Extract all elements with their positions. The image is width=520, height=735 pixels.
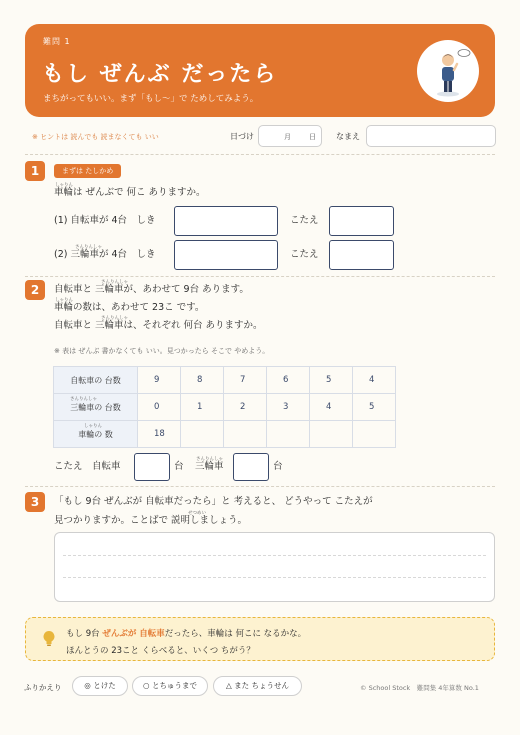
table-cell[interactable]: 5 xyxy=(353,394,396,421)
table-row-label-text: 三輪車の 台数 xyxy=(70,402,121,412)
reflection-option-retry[interactable]: △ また ちょうせん xyxy=(213,676,302,696)
table-cell[interactable]: 6 xyxy=(267,367,310,394)
ruby: しゃりん xyxy=(84,424,102,429)
table-cell[interactable]: 0 xyxy=(138,394,181,421)
table-cell[interactable] xyxy=(310,421,353,448)
question-1-tag: まずは たしかめ xyxy=(54,164,121,178)
table-cell[interactable]: 3 xyxy=(267,394,310,421)
child-thinking-icon xyxy=(417,40,479,102)
table-cell[interactable]: 18 xyxy=(138,421,181,448)
reflection-option-partway[interactable]: ○ とちゅうまで xyxy=(132,676,208,696)
avatar xyxy=(417,40,479,102)
question-3-number: 3 xyxy=(25,492,45,512)
question-2-line-2: 車輪の数は、あわせて 23こ です。 xyxy=(54,302,205,313)
question-2-answer-label: こたえ 自転車 xyxy=(54,461,121,472)
date-field[interactable] xyxy=(258,125,322,147)
table-row-label-text: 車輪の 数 xyxy=(78,429,113,439)
table-cell[interactable] xyxy=(181,421,224,448)
table-cell[interactable] xyxy=(224,421,267,448)
formula-box-1[interactable] xyxy=(174,206,278,236)
ruby: さんりんしゃ xyxy=(75,245,102,250)
table-cell[interactable]: 1 xyxy=(181,394,224,421)
lightbulb-icon xyxy=(42,630,56,648)
day-label: 日 xyxy=(309,133,316,141)
table-row-label xyxy=(54,394,138,421)
ruby: さんりんしゃ xyxy=(70,397,97,402)
unit-label: 台 xyxy=(273,461,283,472)
table-cell[interactable] xyxy=(353,421,396,448)
table-cell[interactable]: 5 xyxy=(310,367,353,394)
ruby: さんりんしゃ xyxy=(101,280,128,285)
credit-text: © School Stock 難問集 4年算数 No.1 xyxy=(360,684,479,692)
hint-box xyxy=(25,617,495,661)
hint-highlight: ぜんぶが 自転車 xyxy=(102,629,165,639)
hint-note: ※ ヒントは 読んでも 読まなくても いい xyxy=(32,133,159,141)
table-cell[interactable]: 4 xyxy=(353,367,396,394)
ruby: しゃりん xyxy=(55,183,73,188)
table-cell[interactable]: 4 xyxy=(310,394,353,421)
ruby: せつめい xyxy=(188,511,206,516)
hint-line-1 xyxy=(66,627,306,639)
question-1-number: 1 xyxy=(25,161,45,181)
table-row-label: 自転車の 台数 xyxy=(54,367,138,394)
hint-line-2: ほんとうの 23こと くらべると、いくつ ちがう？ xyxy=(66,646,255,656)
question-3-line-1: 「もし 9台 ぜんぶが 自転車だったら」と 考えると、 どうやって こたえが xyxy=(54,496,373,507)
reflection-option-solved[interactable]: ◎ とけた xyxy=(72,676,128,696)
question-1-row-2: (2) 三輪車が 4台 しき xyxy=(54,249,156,260)
question-1-row-1: (1) 自転車が 4台 しき xyxy=(54,215,156,226)
month-label: 月 xyxy=(284,133,291,141)
name-field[interactable] xyxy=(366,125,496,147)
table-row xyxy=(54,421,396,448)
formula-box-2[interactable] xyxy=(174,240,278,270)
table-row xyxy=(54,394,396,421)
page-subtitle: まちがってもいい。まず「もし〜」で ためしてみよう。 xyxy=(43,94,259,104)
writing-line xyxy=(63,555,486,556)
answer-box-2[interactable] xyxy=(329,240,394,270)
count-table xyxy=(53,366,396,448)
divider xyxy=(25,276,495,277)
date-label: 日づけ xyxy=(230,132,254,141)
ruby: さんりんしゃ xyxy=(196,457,223,462)
table-cell[interactable]: 2 xyxy=(224,394,267,421)
header-banner xyxy=(25,24,495,117)
question-2-number: 2 xyxy=(25,280,45,300)
table-cell[interactable]: 9 xyxy=(138,367,181,394)
page-title: もし ぜんぶ だったら xyxy=(42,62,278,87)
table-cell[interactable]: 8 xyxy=(181,367,224,394)
divider xyxy=(25,154,495,155)
bicycle-answer-box[interactable] xyxy=(134,453,170,481)
table-row xyxy=(54,367,396,394)
unit-label: 台 xyxy=(174,461,184,472)
tricycle-answer-box[interactable] xyxy=(233,453,269,481)
question-3-line-2: 見つかりますか。ことばで 説明しましょう。 xyxy=(54,515,248,526)
hint-text: もし 9台 xyxy=(66,629,103,639)
table-cell[interactable]: 7 xyxy=(224,367,267,394)
reflection-label: ふりかえり xyxy=(24,683,62,692)
tricycle-label: 三輪車 xyxy=(195,461,224,472)
ruby: しゃりん xyxy=(55,298,73,303)
question-2-note: ※ 表は ぜんぶ 書かなくても いい。見つかったら そこで やめよう。 xyxy=(54,347,270,355)
question-2-line-1: 自転車と 三輪車が、あわせて 9台 あります。 xyxy=(54,284,249,295)
hint-text: だったら、車輪は 何こに なるかな。 xyxy=(164,629,307,639)
answer-label: こたえ xyxy=(290,249,319,260)
table-cell[interactable] xyxy=(267,421,310,448)
table-row-label xyxy=(54,421,138,448)
writing-line xyxy=(63,577,486,578)
explanation-field[interactable] xyxy=(54,532,495,602)
answer-box-1[interactable] xyxy=(329,206,394,236)
question-1-text: 車輪は ぜんぶで 何こ ありますか。 xyxy=(54,187,206,198)
divider xyxy=(25,486,495,487)
question-2-line-3: 自転車と 三輪車は、それぞれ 何台 ありますか。 xyxy=(54,320,263,331)
answer-label: こたえ xyxy=(290,215,319,226)
ruby: さんりんしゃ xyxy=(101,316,128,321)
name-label: なまえ xyxy=(336,132,360,141)
problem-label: 難問 1 xyxy=(43,37,71,46)
